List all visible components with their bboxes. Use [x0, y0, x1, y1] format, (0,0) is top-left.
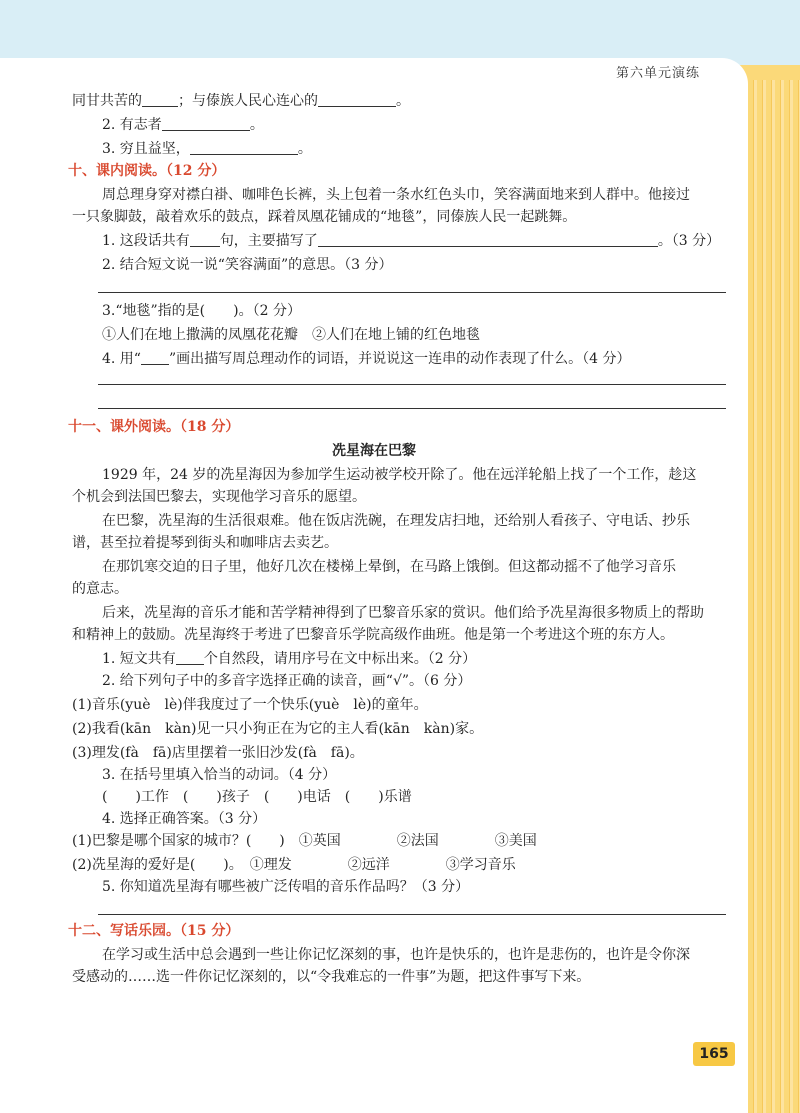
paragraph-line: 1929 年，24 岁的冼星海因为参加学生运动被学校开除了。他在远洋轮船上找了一个工作，趁这 [102, 467, 697, 483]
answer-blank[interactable] [176, 648, 204, 665]
text: ”画出描写周总理动作的词语，并说说这一连串的动作表现了什么。（4 分） [168, 351, 631, 367]
answer-blank[interactable] [318, 90, 396, 107]
pinyin-item-2: (2)我看(kān kàn)见一只小狗正在为它的主人看(kān kàn)家。 [72, 721, 484, 737]
text: 句，主要描写了 [219, 233, 318, 249]
top-background-band [0, 0, 800, 65]
paragraph-line: 在学习或生活中总会遇到一些让你记忆深刻的事，也许是快乐的，也许是悲伤的，也许是令你深 [102, 947, 690, 963]
section-heading-11: 十一、课外阅读。（18 分） [68, 419, 240, 435]
paragraph-line: 和精神上的鼓励。冼星海终于考进了巴黎音乐学院高级作曲班。他是第一个考进这个班的东方人。 [72, 627, 674, 643]
answer-line[interactable] [98, 914, 726, 915]
answer-blank[interactable] [162, 114, 250, 131]
paragraph-line: 在那饥寒交迫的日子里，他好几次在楼梯上晕倒，在马路上饿倒。但这都动摇不了他学习音乐 [102, 559, 676, 575]
text: 2. 有志者 [102, 117, 162, 133]
paragraph-line: 一只象脚鼓，敲着欢乐的鼓点，踩着凤凰花铺成的“地毯”，同傣族人民一起跳舞。 [72, 209, 577, 225]
question-2: 2. 结合短文说一说“笑容满面”的意思。（3 分） [102, 257, 393, 273]
paragraph-line: 受感动的……选一件你记忆深刻的，以“令我难忘的一件事”为题，把这件事写下来。 [72, 969, 591, 985]
page-number: 165 [693, 1042, 735, 1066]
text: 。 [396, 93, 410, 109]
reading-question-1 [102, 648, 476, 670]
answer-blank[interactable] [142, 90, 178, 107]
question-4 [102, 348, 630, 370]
choice-item-2: (2)冼星海的爱好是( )。 ①理发 ②远洋 ③学习音乐 [72, 857, 516, 873]
answer-blank[interactable] [190, 230, 220, 247]
text: ；与傣族人民心连心的 [178, 93, 318, 109]
section-heading-12: 十二、写话乐园。（15 分） [68, 923, 240, 939]
reading-question-2: 2. 给下列句子中的多音字选择正确的读音，画“√”。（6 分） [102, 673, 472, 689]
text: 1. 这段话共有 [102, 233, 190, 249]
paragraph-line: 谱，甚至拉着提琴到街头和咖啡店去卖艺。 [72, 535, 338, 551]
page-stack-edge [748, 80, 800, 1113]
reading-question-5: 5. 你知道冼星海有哪些被广泛传唱的音乐作品吗？（3 分） [102, 879, 470, 895]
text: 4. 用“ [102, 351, 141, 367]
text: 个自然段，请用序号在文中标出来。（2 分） [203, 651, 477, 667]
answer-blank[interactable] [318, 230, 658, 247]
answer-line[interactable] [98, 384, 726, 385]
paragraph-line: 周总理身穿对襟白褂、咖啡色长裤，头上包着一条水红色头巾，笑容满面地来到人群中。他接过 [102, 187, 690, 203]
passage-title: 冼星海在巴黎 [332, 443, 416, 459]
pinyin-item-3: (3)理发(fà fā)店里摆着一张旧沙发(fà fā)。 [72, 745, 364, 761]
fill-line-2 [102, 114, 264, 136]
underline-sample [141, 348, 169, 365]
text: 。 [249, 117, 264, 133]
question-3: 3.“地毯”指的是( )。（2 分） [102, 303, 301, 319]
question-3-options: ①人们在地上撒满的凤凰花花瓣 ②人们在地上铺的红色地毯 [102, 327, 480, 343]
reading-question-3: 3. 在括号里填入恰当的动词。（4 分） [102, 767, 337, 783]
answer-line[interactable] [98, 408, 726, 409]
fill-line-1 [72, 90, 410, 112]
verb-fill-items: ( )工作 ( )孩子 ( )电话 ( )乐谱 [102, 789, 412, 805]
answer-line[interactable] [98, 292, 726, 293]
question-1 [102, 230, 720, 252]
text: 。 [297, 141, 312, 157]
paragraph-line: 个机会到法国巴黎去，实现他学习音乐的愿望。 [72, 489, 366, 505]
section-heading-10: 十、课内阅读。（12 分） [68, 163, 226, 179]
paragraph-line: 在巴黎，冼星海的生活很艰难。他在饭店洗碗，在理发店扫地，还给别人看孩子、守电话、抄乐 [102, 513, 690, 529]
unit-title: 第六单元演练 [615, 66, 700, 81]
choice-item-1: (1)巴黎是哪个国家的城市？( ) ①英国 ②法国 ③美国 [72, 833, 537, 849]
paragraph-line: 后来，冼星海的音乐才能和苦学精神得到了巴黎音乐家的赏识。他们给予冼星海很多物质上的帮助 [102, 605, 704, 621]
text: 1. 短文共有 [102, 651, 176, 667]
fill-line-3 [102, 138, 312, 160]
reading-question-4: 4. 选择正确答案。（3 分） [102, 811, 267, 827]
answer-blank[interactable] [190, 138, 298, 155]
text: 。（3 分） [657, 233, 721, 249]
text: 同甘共苦的 [72, 93, 142, 109]
paragraph-line: 的意志。 [72, 581, 128, 597]
text: 3. 穷且益坚， [102, 141, 190, 157]
pinyin-item-1: (1)音乐(yuè lè)伴我度过了一个快乐(yuè lè)的童年。 [72, 697, 428, 713]
